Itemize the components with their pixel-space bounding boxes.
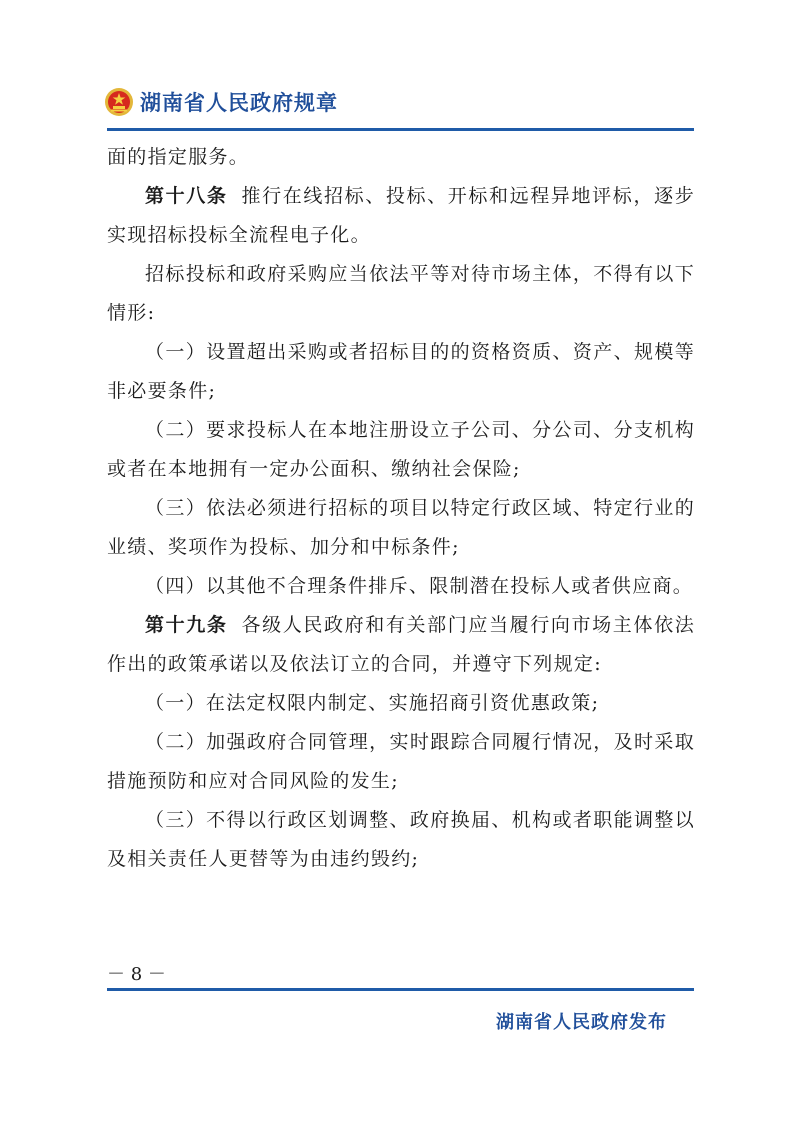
article-18-number: 第十八条: [145, 185, 228, 207]
article-18: [107, 177, 695, 255]
page-header: [104, 84, 338, 120]
list-item: （四）以其他不合理条件排斥、限制潜在投标人或者供应商。: [145, 575, 694, 597]
page-number: － 8 －: [107, 964, 166, 985]
article-19-text: 各级人民政府和有关部门应当履行向市场主体依法作出的政策承诺以及依法订立的合同，并遵守下列规定:: [107, 614, 695, 675]
paragraph: 招标投标和政府采购应当依法平等对待市场主体，不得有以下情形:: [107, 263, 695, 324]
list-item: （三）不得以行政区划调整、政府换届、机构或者职能调整以及相关责任人更替等为由违约毁约;: [107, 809, 695, 870]
header-title: 湖南省人民政府规章: [140, 91, 338, 115]
paragraph-continuation: 面的指定服务。: [107, 146, 250, 168]
list-item: （一）设置超出采购或者招标目的的资格资质、资产、规模等非必要条件;: [107, 341, 695, 402]
article-19-number: 第十九条: [145, 614, 228, 636]
article-18-text: 推行在线招标、投标、开标和远程异地评标，逐步实现招标投标全流程电子化。: [107, 185, 695, 246]
header-divider: [107, 128, 694, 131]
list-item: （三）依法必须进行招标的项目以特定行政区域、特定行业的业绩、奖项作为投标、加分和中标条件;: [107, 497, 695, 558]
national-emblem-icon: [104, 87, 134, 117]
list-item: （二）加强政府合同管理，实时跟踪合同履行情况，及时采取措施预防和应对合同风险的发生;: [107, 731, 695, 792]
document-body: [107, 138, 695, 879]
footer-divider: [107, 988, 694, 991]
list-item: （二）要求投标人在本地注册设立子公司、分公司、分支机构或者在本地拥有一定办公面积、缴纳社会保险;: [107, 419, 695, 480]
list-item: （一）在法定权限内制定、实施招商引资优惠政策;: [145, 692, 600, 714]
footer-publisher: 湖南省人民政府发布: [496, 1012, 667, 1033]
article-19: [107, 606, 695, 684]
